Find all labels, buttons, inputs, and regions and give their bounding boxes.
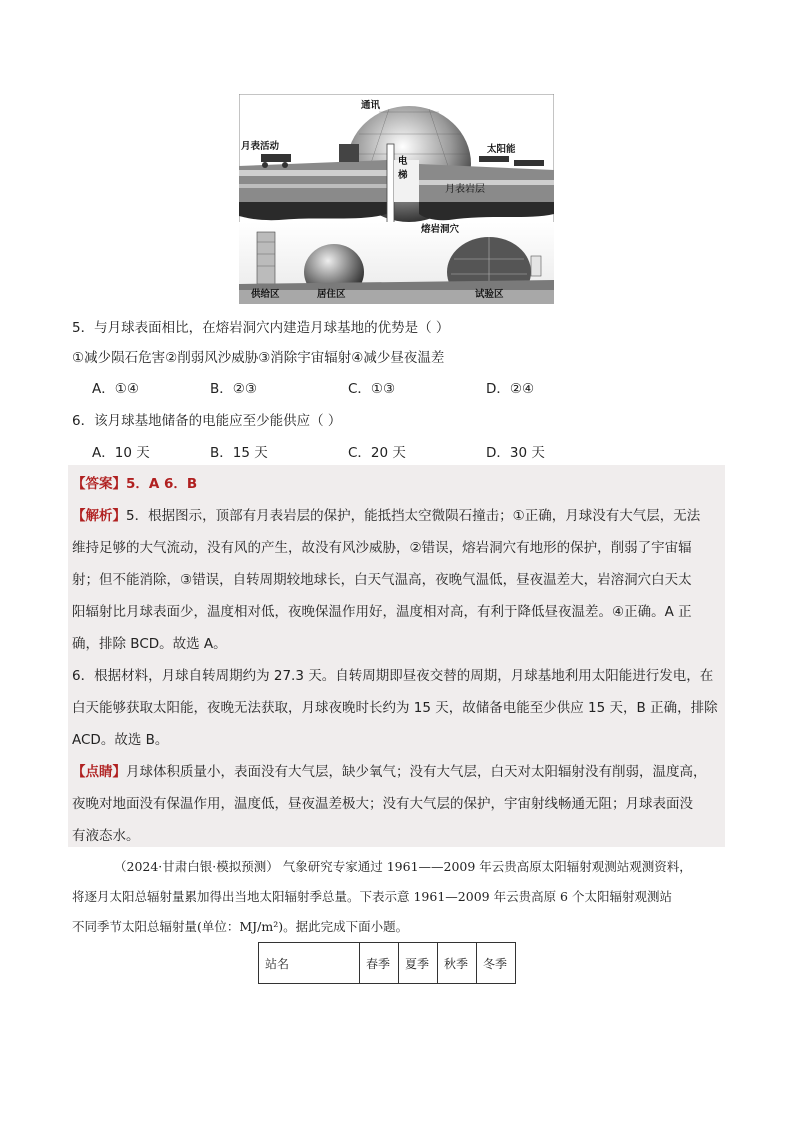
- q6-option-d: D．30 天: [486, 445, 545, 461]
- table-header-spring: 春季: [360, 943, 399, 984]
- analysis-line-6: 6．根据材料，月球自转周期约为 27.3 天。自转周期即昼夜交替的周期，月球基地利用太阳能进行发电，在: [72, 668, 714, 684]
- table-header-row: [259, 943, 516, 984]
- q6-option-b: B．15 天: [210, 445, 268, 461]
- label-lunar-rock: 月表岩层: [445, 184, 485, 195]
- q5-option-a: A．①④: [92, 381, 139, 397]
- label-elevator-1: 电: [398, 156, 408, 167]
- analysis-line-8: ACD。故选 B。: [72, 732, 169, 748]
- label-test: 试验区: [475, 289, 504, 300]
- table-header-station: 站名: [259, 943, 360, 984]
- dianjing-text-1: 月球体积质量小，表面没有大气层，缺少氧气；没有大气层，白天对太阳辐射没有削弱，温度高，: [126, 764, 707, 780]
- dianjing-line-1: [72, 760, 707, 780]
- label-comm: 通讯: [361, 100, 381, 111]
- q5-stem: 5．与月球表面相比，在熔岩洞穴内建造月球基地的优势是（ ）: [72, 320, 450, 336]
- table-header-winter: 冬季: [477, 943, 516, 984]
- analysis-line-2: 维持足够的大气流动，没有风的产生，故没有风沙威胁，②错误，熔岩洞穴有地形的保护，削弱了宇宙辐: [72, 540, 692, 556]
- q5-option-d: D．②④: [486, 381, 535, 397]
- answer-tag: 【答案】: [72, 476, 126, 492]
- label-living: 居住区: [317, 289, 346, 300]
- table-header-autumn: 秋季: [438, 943, 477, 984]
- label-lava-cave: 熔岩洞穴: [421, 224, 460, 235]
- dianjing-line-3: 有液态水。: [72, 828, 140, 844]
- lunar-base-diagram: [239, 94, 554, 304]
- analysis-line-7: 白天能够获取太阳能，夜晚无法获取，月球夜晚时长约为 15 天，故储备电能至少供应 15 天，B 正确，排除: [72, 700, 718, 716]
- table-header-summer: 夏季: [399, 943, 438, 984]
- dianjing-tag: 【点睛】: [72, 764, 126, 780]
- q6-option-a: A．10 天: [92, 445, 150, 461]
- label-solar: 太阳能: [487, 144, 516, 155]
- q5-items: ①减少陨石危害②削弱风沙威胁③消除宇宙辐射④减少昼夜温差: [72, 350, 445, 366]
- dianjing-line-2: 夜晚对地面没有保温作用，温度低，昼夜温差极大；没有大气层的保护，宇宙射线畅通无阻；月球表面没: [72, 796, 693, 812]
- q5-option-b: B．②③: [210, 381, 257, 397]
- answer-text: 5．A 6．B: [126, 476, 198, 492]
- label-elevator-2: 梯: [398, 170, 408, 181]
- intro-line-3: 不同季节太阳总辐射量(单位：MJ/m²)。据此完成下面小题。: [72, 919, 409, 934]
- analysis-text-1: 5．根据图示，顶部有月表岩层的保护，能抵挡太空微陨石撞击；①正确，月球没有大气层，无法: [126, 508, 701, 524]
- analysis-line-1: [72, 504, 700, 524]
- q5-option-c: C．①③: [348, 381, 396, 397]
- intro-line-2: 将逐月太阳总辐射量累加得出当地太阳辐射季总量。下表示意 1961—2009 年云贵高原 6 个太阳辐射观测站: [72, 889, 672, 904]
- q6-stem: 6．该月球基地储备的电能应至少能供应（ ）: [72, 413, 342, 429]
- analysis-line-4: 阳辐射比月球表面少，温度相对低，夜晚保温作用好，温度相对高，有利于降低昼夜温差。④正确。A 正: [72, 604, 692, 620]
- q6-option-c: C．20 天: [348, 445, 406, 461]
- analysis-line-5: 确，排除 BCD。故选 A。: [72, 636, 227, 652]
- analysis-tag: 【解析】: [72, 508, 126, 524]
- analysis-line-3: 射；但不能消除，③错误，自转周期较地球长，白天气温高，夜晚气温低，昼夜温差大，岩溶洞穴白天太: [72, 572, 692, 588]
- label-surface-activity: 月表活动: [241, 141, 280, 152]
- radiation-table: [258, 942, 516, 984]
- label-supply: 供给区: [251, 289, 280, 300]
- intro-line-1: （2024·甘肃白银·模拟预测） 气象研究专家通过 1961——2009 年云贵高原太阳辐射观测站观测资料，: [114, 859, 692, 874]
- answer-line: [72, 472, 197, 492]
- lunar-base-figure: [239, 94, 554, 304]
